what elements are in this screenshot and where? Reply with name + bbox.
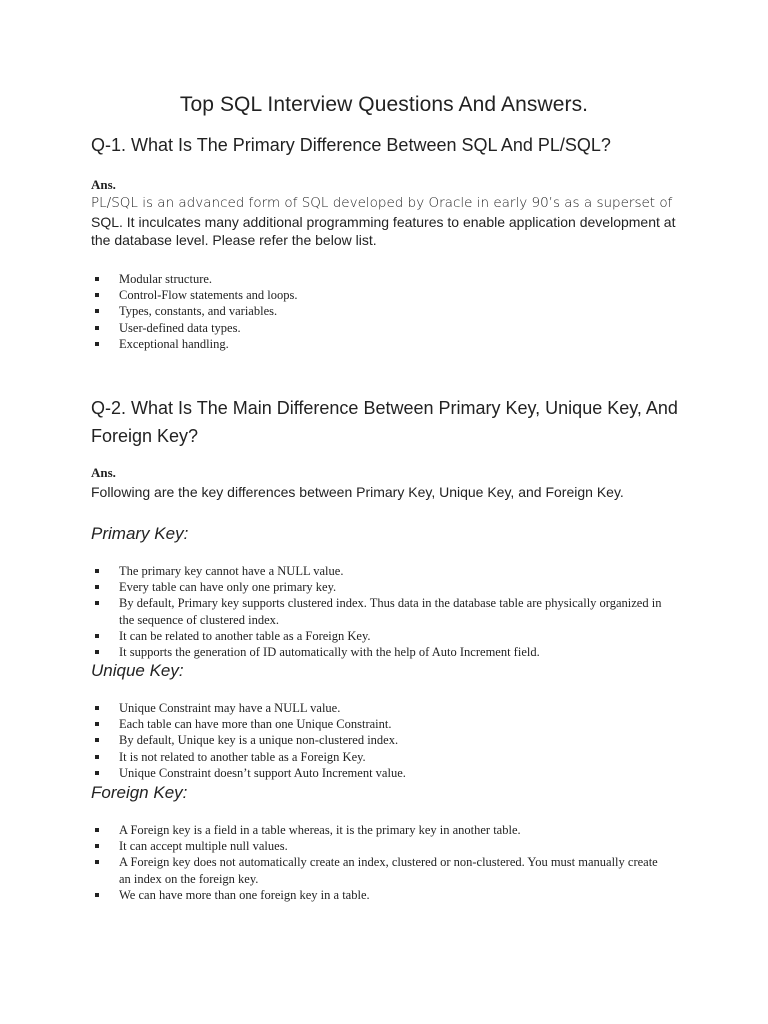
bullet-icon: [95, 893, 99, 897]
list-item: Unique Constraint may have a NULL value.: [91, 700, 671, 716]
list-item: We can have more than one foreign key in a table.: [91, 887, 671, 903]
list-item: Every table can have only one primary key.: [91, 579, 671, 595]
question-2-heading: Q-2. What Is The Main Difference Between Primary Key, Unique Key, And Foreign Key?: [91, 398, 678, 446]
list-item: User-defined data types.: [91, 320, 671, 336]
unique-key-heading: Unique Key:: [91, 661, 184, 680]
question-2-answer-label: Ans.: [91, 465, 116, 480]
bullet-icon: [95, 771, 99, 775]
question-2-answer-text: Following are the key differences between Primary Key, Unique Key, and Foreign Key.: [91, 484, 624, 500]
document-title: Top SQL Interview Questions And Answers.: [179, 93, 589, 116]
answer-line-1: PL/SQL is an advanced form of SQL developed by Oracle in early 90’s as a superset of: [91, 195, 673, 211]
question-1-answer-text: [91, 193, 691, 250]
foreign-key-list: [91, 822, 671, 903]
list-item: Exceptional handling.: [91, 336, 671, 352]
bullet-icon: [95, 650, 99, 654]
list-item: The primary key cannot have a NULL value.: [91, 563, 671, 579]
bullet-icon: [95, 601, 99, 605]
bullet-icon: [95, 277, 99, 281]
list-item: A Foreign key is a field in a table whereas, it is the primary key in another table.: [91, 822, 671, 838]
list-item: It supports the generation of ID automatically with the help of Auto Increment field.: [91, 644, 671, 660]
bullet-icon: [95, 755, 99, 759]
answer-remaining-text: SQL. It inculcates many additional programming features to enable application development at the database level. Please refer the below list.: [91, 213, 676, 248]
list-item: Unique Constraint doesn’t support Auto Increment value.: [91, 765, 671, 781]
bullet-icon: [95, 309, 99, 313]
bullet-icon: [95, 860, 99, 864]
bullet-icon: [95, 326, 99, 330]
list-item: By default, Primary key supports clustered index. Thus data in the database table are physically organized in the sequence of clustered index.: [91, 595, 671, 627]
bullet-icon: [95, 828, 99, 832]
bullet-icon: [95, 585, 99, 589]
list-item: It can accept multiple null values.: [91, 838, 671, 854]
unique-key-list: [91, 700, 671, 781]
bullet-icon: [95, 342, 99, 346]
list-item: Each table can have more than one Unique Constraint.: [91, 716, 671, 732]
bullet-icon: [95, 738, 99, 742]
bullet-icon: [95, 569, 99, 573]
list-item: A Foreign key does not automatically create an index, clustered or non-clustered. You must manually create an index on the foreign key.: [91, 854, 671, 886]
bullet-icon: [95, 844, 99, 848]
bullet-icon: [95, 722, 99, 726]
question-1-answer-label: Ans.: [91, 177, 116, 192]
bullet-icon: [95, 293, 99, 297]
list-item: By default, Unique key is a unique non-clustered index.: [91, 732, 671, 748]
bullet-icon: [95, 706, 99, 710]
list-item: Types, constants, and variables.: [91, 303, 671, 319]
list-item: It can be related to another table as a Foreign Key.: [91, 628, 671, 644]
list-item: Modular structure.: [91, 271, 671, 287]
primary-key-heading: Primary Key:: [91, 524, 189, 543]
foreign-key-heading: Foreign Key:: [91, 783, 188, 802]
primary-key-list: [91, 563, 671, 660]
list-item: Control-Flow statements and loops.: [91, 287, 671, 303]
list-item: It is not related to another table as a Foreign Key.: [91, 749, 671, 765]
plsql-features-list: [91, 271, 671, 352]
bullet-icon: [95, 634, 99, 638]
question-1-heading: Q-1. What Is The Primary Difference Between SQL And PL/SQL?: [91, 135, 611, 155]
